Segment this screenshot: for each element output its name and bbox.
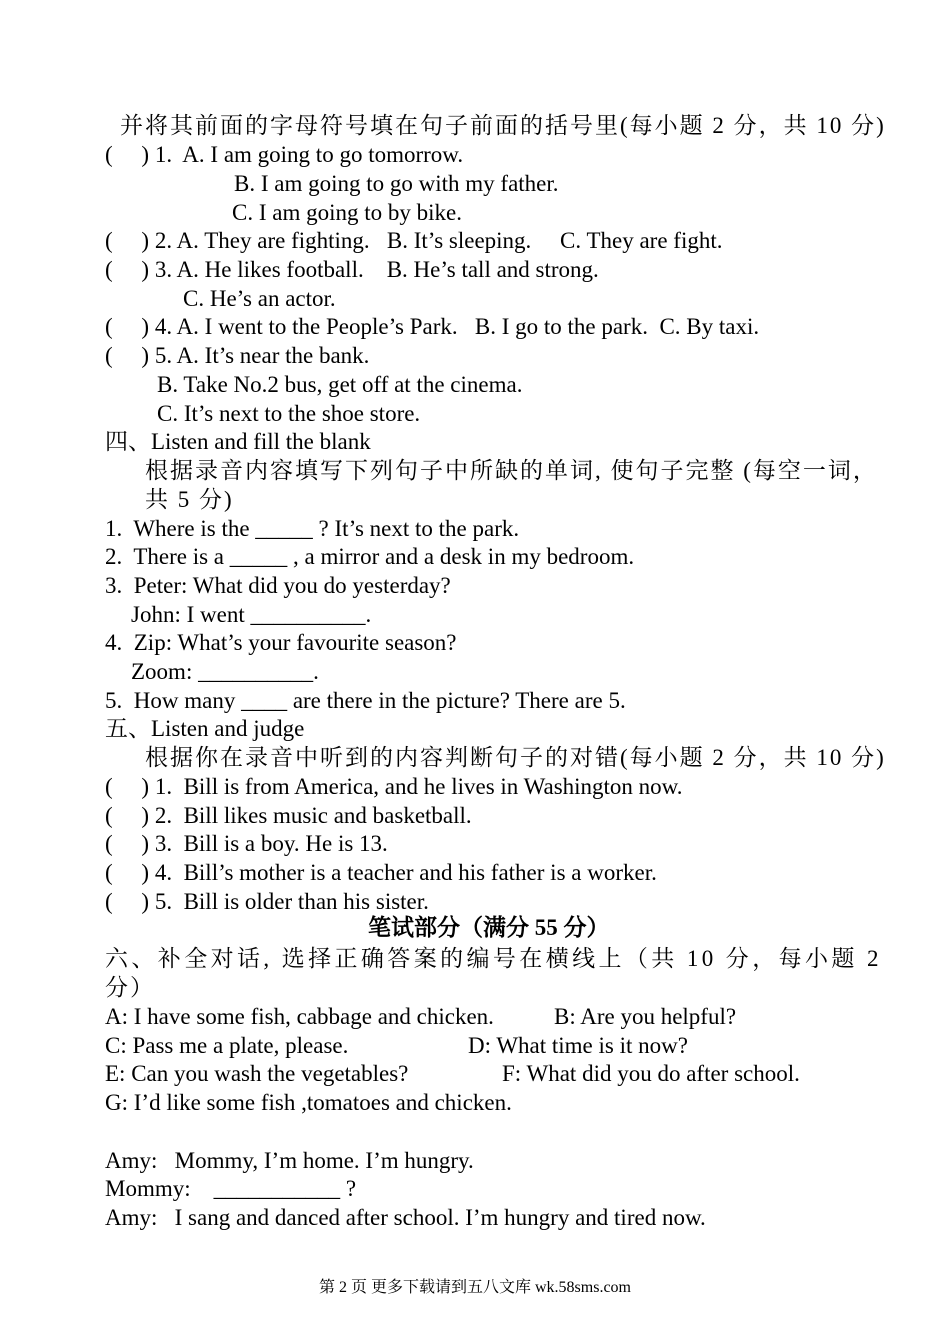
- dialogue-option-g: G: I’d like some fish ,tomatoes and chicken.: [105, 1090, 512, 1115]
- section6-heading-line-1: 六、补全对话, 选择正确答案的编号在横线上（共 10 分，每小题 2: [105, 946, 882, 971]
- dialogue-option-a: A: I have some fish, cabbage and chicken.: [105, 1004, 494, 1029]
- section3-instruction: 并将其前面的字母符号填在句子前面的括号里(每小题 2 分，共 10 分): [120, 113, 886, 138]
- question-4: ( ) 4. A. I went to the People’s Park. B. I go to the park. C. By taxi.: [105, 314, 760, 339]
- dialogue-line-3: Amy: I sang and danced after school. I’m hungry and tired now.: [105, 1205, 706, 1230]
- section6-heading-line-2: 分）: [105, 975, 155, 1000]
- question-1-option-a: ( ) 1. A. I am going to go tomorrow.: [105, 142, 464, 167]
- question-1-option-b: B. I am going to go with my father.: [234, 171, 559, 196]
- section4-instruction-line-1: 根据录音内容填写下列句子中所缺的单词, 使句子完整 (每空一词，: [145, 458, 878, 483]
- judge-item-2: ( ) 2. Bill likes music and basketball.: [105, 803, 472, 828]
- question-3-option-c: C. He’s an actor.: [183, 286, 336, 311]
- fill-blank-item-4: 4. Zip: What’s your favourite season?: [105, 630, 457, 655]
- judge-item-1: ( ) 1. Bill is from America, and he lives in Washington now.: [105, 774, 683, 799]
- judge-item-3: ( ) 3. Bill is a boy. He is 13.: [105, 831, 388, 856]
- judge-item-4: ( ) 4. Bill’s mother is a teacher and his father is a worker.: [105, 860, 657, 885]
- fill-blank-item-4-answer: Zoom: __________.: [131, 659, 319, 684]
- question-5-option-a: ( ) 5. A. It’s near the bank.: [105, 343, 370, 368]
- question-3-options-ab: ( ) 3. A. He likes football. B. He’s tall and strong.: [105, 257, 599, 282]
- dialogue-option-e: E: Can you wash the vegetables?: [105, 1061, 409, 1086]
- fill-blank-item-5: 5. How many ____ are there in the picture? There are 5.: [105, 688, 626, 713]
- dialogue-option-c: C: Pass me a plate, please.: [105, 1033, 349, 1058]
- dialogue-option-b: B: Are you helpful?: [554, 1004, 737, 1029]
- section4-heading: 四、Listen and fill the blank: [105, 429, 371, 454]
- section5-instruction: 根据你在录音中听到的内容判断句子的对错(每小题 2 分，共 10 分): [145, 745, 886, 770]
- fill-blank-item-3-answer: John: I went __________.: [131, 602, 372, 627]
- page-footer: 第 2 页 更多下载请到五八文库 wk.58sms.com: [318, 1279, 631, 1296]
- question-2: ( ) 2. A. They are fighting. B. It’s sleeping. C. They are fight.: [105, 228, 723, 253]
- written-part-title: 笔试部分（满分 55 分）: [368, 915, 610, 940]
- section5-heading: 五、Listen and judge: [105, 716, 305, 741]
- dialogue-option-f: F: What did you do after school.: [502, 1061, 800, 1086]
- judge-item-5: ( ) 5. Bill is older than his sister.: [105, 889, 429, 914]
- fill-blank-item-1: 1. Where is the _____ ? It’s next to the park.: [105, 516, 520, 541]
- dialogue-line-1: Amy: Mommy, I’m home. I’m hungry.: [105, 1148, 474, 1173]
- question-5-option-c: C. It’s next to the shoe store.: [157, 401, 421, 426]
- question-5-option-b: B. Take No.2 bus, get off at the cinema.: [157, 372, 523, 397]
- question-1-option-c: C. I am going to by bike.: [232, 200, 462, 225]
- dialogue-line-2: Mommy: ___________ ?: [105, 1176, 357, 1201]
- fill-blank-item-2: 2. There is a _____ , a mirror and a desk in my bedroom.: [105, 544, 635, 569]
- dialogue-option-d: D: What time is it now?: [468, 1033, 688, 1058]
- section4-instruction-line-2: 共 5 分): [145, 487, 234, 512]
- fill-blank-item-3: 3. Peter: What did you do yesterday?: [105, 573, 451, 598]
